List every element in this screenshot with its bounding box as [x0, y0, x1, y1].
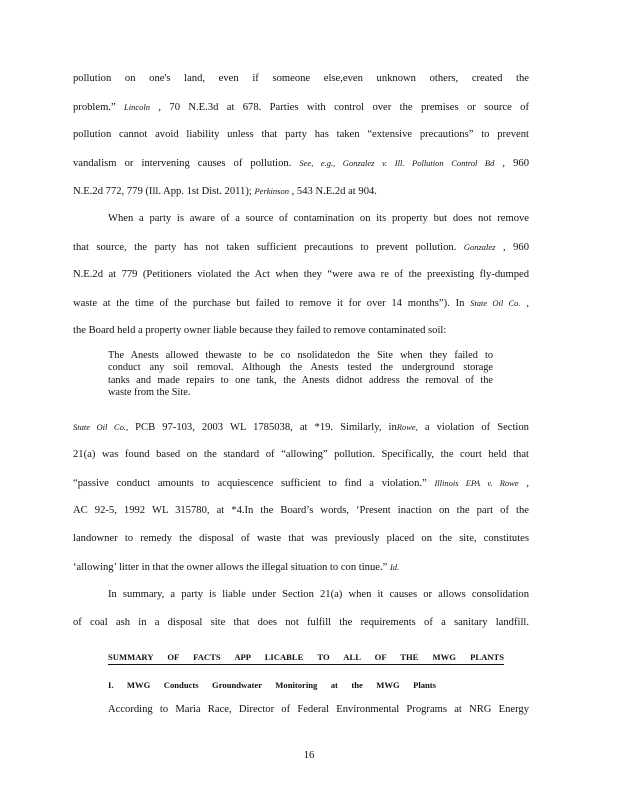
- case-citation: Id.: [389, 562, 400, 572]
- subsection-heading: I. MWG Conducts Groundwater Monitoring at the MWG Plants: [108, 680, 436, 690]
- quote-line: conduct any soil removal. Although the Anests tested the underground storage: [108, 362, 493, 374]
- case-citation: See, e.g., Gonzalez v. Ill. Pollution Control Bd: [299, 158, 495, 168]
- case-citation: Gonzalez: [463, 242, 496, 252]
- body-line: AC 92-5, 1992 WL 315780, at *4.In the Board’s words, ‘Present inaction on the part of the: [73, 505, 529, 516]
- body-line: When a party is aware of a source of contamination on its property but does not remove: [108, 213, 529, 224]
- body-line: “passive conduct amounts to acquiescence sufficient to find a violation.” Illinois EPA v. Rowe ,: [73, 478, 529, 489]
- body-line: landowner to remedy the disposal of waste that was previously placed on the site, constitutes: [73, 533, 529, 544]
- quote-line: waste from the Site.: [108, 387, 191, 399]
- body-line: of coal ash in a disposal site that does not fulfill the requirements of a sanitary landfill.: [73, 617, 529, 628]
- case-citation: State Oil Co.: [470, 298, 521, 308]
- body-line: that source, the party has not taken sufficient precautions to prevent pollution. Gonzalez , 960: [73, 242, 529, 253]
- body-line: pollution cannot avoid liability unless that party has taken “extensive precautions” to prevent: [73, 129, 529, 140]
- case-citation: State Oil Co.,: [73, 422, 129, 432]
- body-line: vandalism or intervening causes of pollution. See, e.g., Gonzalez v. Ill. Pollution Control Bd , 960: [73, 158, 530, 169]
- body-line: pollution on one's land, even if someone else,even unknown others, created the: [73, 73, 529, 84]
- section-heading: SUMMARY OF FACTS APP LICABLE TO ALL OF THE MWG PLANTS: [108, 651, 504, 665]
- body-line: the Board held a property owner liable because they failed to remove contaminated soil:: [73, 325, 447, 336]
- body-line: According to Maria Race, Director of Federal Environmental Programs at NRG Energy: [108, 704, 529, 715]
- case-citation: Lincoln: [124, 102, 151, 112]
- case-citation: Perkinson: [254, 186, 289, 196]
- case-citation: Rowe,: [396, 422, 418, 432]
- body-line: ‘allowing’ litter in that the owner allows the illegal situation to con tinue.” Id.: [73, 562, 400, 573]
- body-line: N.E.2d at 779 (Petitioners violated the Act when they “were awa re of the preexisting fly-dumped: [73, 269, 529, 280]
- body-line: State Oil Co., PCB 97-103, 2003 WL 1785038, at *19. Similarly, inRowe, a violation of Section: [73, 422, 529, 433]
- body-line: N.E.2d 772, 779 (Ill. App. 1st Dist. 2011); Perkinson , 543 N.E.2d at 904.: [73, 186, 377, 197]
- block-quote: [108, 350, 493, 400]
- body-line: 21(a) was found based on the standard of “allowing” pollution. Specifically, the court held that: [73, 449, 529, 460]
- body-line: problem.” Lincoln , 70 N.E.3d at 678. Parties with control over the premises or source of: [73, 102, 529, 113]
- quote-line: tanks and made repairs to one tank, the Anests didnot address the removal of the: [108, 374, 493, 386]
- case-citation: Illinois EPA v. Rowe: [434, 478, 519, 488]
- body-line: waste at the time of the purchase but failed to remove it for over 14 months”). In State Oil Co. ,: [73, 298, 529, 309]
- body-line: In summary, a party is liable under Section 21(a) when it causes or allows consolidation: [108, 589, 529, 600]
- page-number: 16: [303, 750, 315, 761]
- quote-line: The Anests allowed thewaste to be co nsolidatedon the Site when they failed to: [108, 350, 493, 361]
